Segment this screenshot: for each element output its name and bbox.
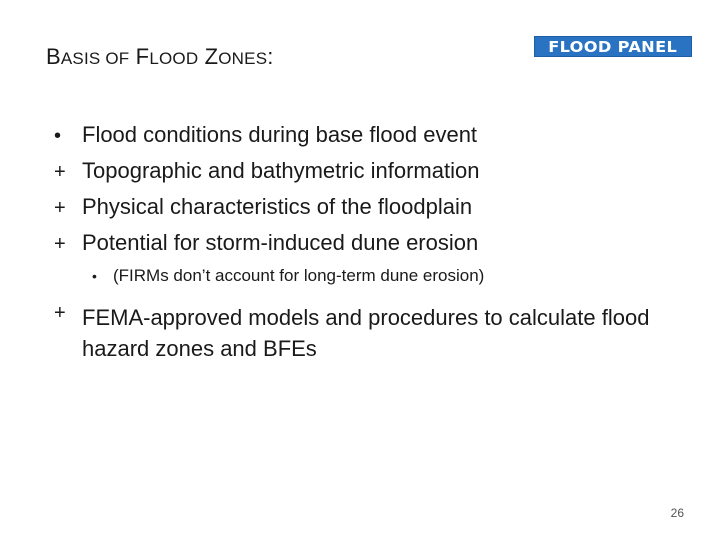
bullet-dot-icon: • [92, 268, 97, 284]
bullet-text: Topographic and bathymetric information [82, 158, 480, 183]
page-number: 26 [670, 506, 684, 520]
bullet-text: Physical characteristics of the floodplain [82, 194, 473, 219]
flood-panel-logo [534, 36, 692, 57]
sub-bullet-item [92, 266, 484, 286]
bullet-text: Flood conditions during base flood event [82, 122, 478, 147]
bullet-item [54, 158, 479, 184]
title-colon: : [267, 44, 274, 69]
plus-icon: + [54, 161, 66, 183]
bullet-text: FEMA-approved models and procedures to calculate flood hazard zones and BFEs [82, 305, 650, 361]
bullet-item [54, 230, 478, 256]
bullet-item [54, 302, 682, 364]
bullet-item [54, 194, 472, 220]
title-initial-z: Z [204, 44, 219, 69]
logo-text: FLOOD PANEL [548, 37, 678, 56]
sub-bullet-text: (FIRMs don’t account for long-term dune erosion) [113, 266, 485, 285]
bullet-item [54, 122, 477, 148]
title-word-basis-of: ASIS OF [60, 49, 130, 68]
title-word-zones: ONES [218, 49, 268, 68]
bullet-dot-icon: • [54, 125, 62, 147]
title-initial-f: F [135, 44, 150, 69]
plus-icon: + [54, 233, 66, 255]
title-word-flood: LOOD [149, 49, 199, 68]
plus-icon: + [54, 197, 66, 219]
slide-title [46, 44, 274, 70]
bullet-text: Potential for storm-induced dune erosion [82, 230, 479, 255]
plus-icon: + [54, 302, 66, 324]
title-initial-b: B [46, 44, 61, 69]
